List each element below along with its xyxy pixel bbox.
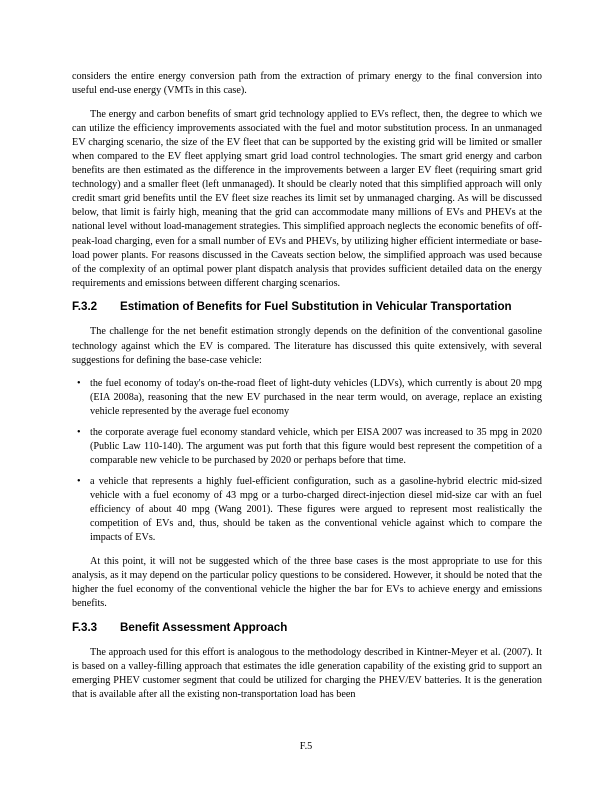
list-item-text: the fuel economy of today's on-the-road fleet of light-duty vehicles (LDVs), which currently is about 20 mpg (EIA 2008a), reasoning that the new EV purchased in the near term would, on average, replace an existing vehicle represented by the average fuel economy xyxy=(90,378,542,418)
section-number: F.3.2 xyxy=(72,300,98,314)
list-item xyxy=(72,426,542,468)
bullet-icon: • xyxy=(77,378,81,390)
section-heading-f33 xyxy=(72,621,542,635)
document-page xyxy=(72,70,542,702)
bullet-icon: • xyxy=(77,475,81,487)
list-item xyxy=(72,377,542,419)
list-item xyxy=(72,475,542,545)
list-item-text: a vehicle that represents a highly fuel-efficient configuration, such as a gasoline-hybrid electric mid-sized vehicle with a fuel economy of 43 mpg or a turbo-charged direct-injection diesel mid-size car with an fuel efficiency of about 40 mpg (Wang 2001). These figures were argued to represent most realistically the competition of EVs and, thus, should be taken as the conventional vehicle against which to compare the impacts of EVs. xyxy=(90,475,542,544)
section-heading-f32 xyxy=(72,300,542,314)
paragraph-f32-closing: At this point, it will not be suggested which of the three base cases is the most appropriate to use for this analysis, as it may depend on the particular policy questions to be considered. However, it should be noted that the higher the fuel economy of the conventional vehicle the higher the bar for EVs to achieve energy and emissions benefits. xyxy=(72,555,542,609)
section-title: Estimation of Benefits for Fuel Substitution in Vehicular Transportation xyxy=(120,300,512,314)
paragraph-smart-grid-benefits: The energy and carbon benefits of smart grid technology applied to EVs reflect, then, the degree to which we can utilize the efficiency improvements associated with the fuel and motor substitution process. In an unmanaged EV charging scenario, the size of the EV fleet that can be supported by the existing grid will be limited or smaller when compared to the EV fleet applying smart grid load control technologies. The smart grid energy and carbon benefits are then estimated as the difference in the improvements between a larger EV fleet (requiring smart grid technology) and a smaller fleet (left unmanaged). It should be clearly noted that this simplified approach will only credit smart grid benefits until the EV fleet size reaches its limit set by unmanaged charging. As will be discussed below, that limit is fairly high, meaning that the grid can accommodate many millions of EVs and PHEVs at the national level without load-management strategies. This simplified approach neglects the economic benefits of off-peak-load charging, even for a small number of EVs and PHEVs, by utilizing higher efficient intermediate or base-load power plants. For reasons discussed in the Caveats section below, the simplified approach was used because of the complexity of an optimal power plant dispatch analysis that provides sufficient detailed data on the energy requirements and emissions between different charging scenarios. xyxy=(72,108,542,289)
page-number: F.5 xyxy=(299,741,313,752)
bullet-icon: • xyxy=(77,426,81,438)
section-title: Benefit Assessment Approach xyxy=(120,620,288,634)
section-number: F.3.3 xyxy=(72,620,98,634)
list-item-text: the corporate average fuel economy standard vehicle, which per EISA 2007 was increased to 35 mpg in 2020 (Public Law 110-140). The argument was put forth that this figure would best represent the competition of a comparable new vehicle to be purchased by 2020 or perhaps before that time. xyxy=(90,426,542,467)
paragraph-continued: considers the entire energy conversion path from the extraction of primary energy to the final conversion into useful end-use energy (VMTs in this case). xyxy=(72,71,542,97)
base-case-list xyxy=(72,377,542,545)
paragraph-f32-intro: The challenge for the net benefit estimation strongly depends on the definition of the conventional gasoline technology against which the EV is compared. The literature has discussed this quite extensively, with several suggestions for defining the base-case vehicle: xyxy=(72,326,542,366)
paragraph-f33-body: The approach used for this effort is analogous to the methodology described in Kintner-Meyer et al. (2007). It is based on a valley-filling approach that estimates the idle generation capability of the existing grid to support an emerging PHEV customer segment that could be utilized for charging the PHEV/EV batteries. It is the generation that is available after all the existing non-transportation load has been xyxy=(72,646,542,700)
